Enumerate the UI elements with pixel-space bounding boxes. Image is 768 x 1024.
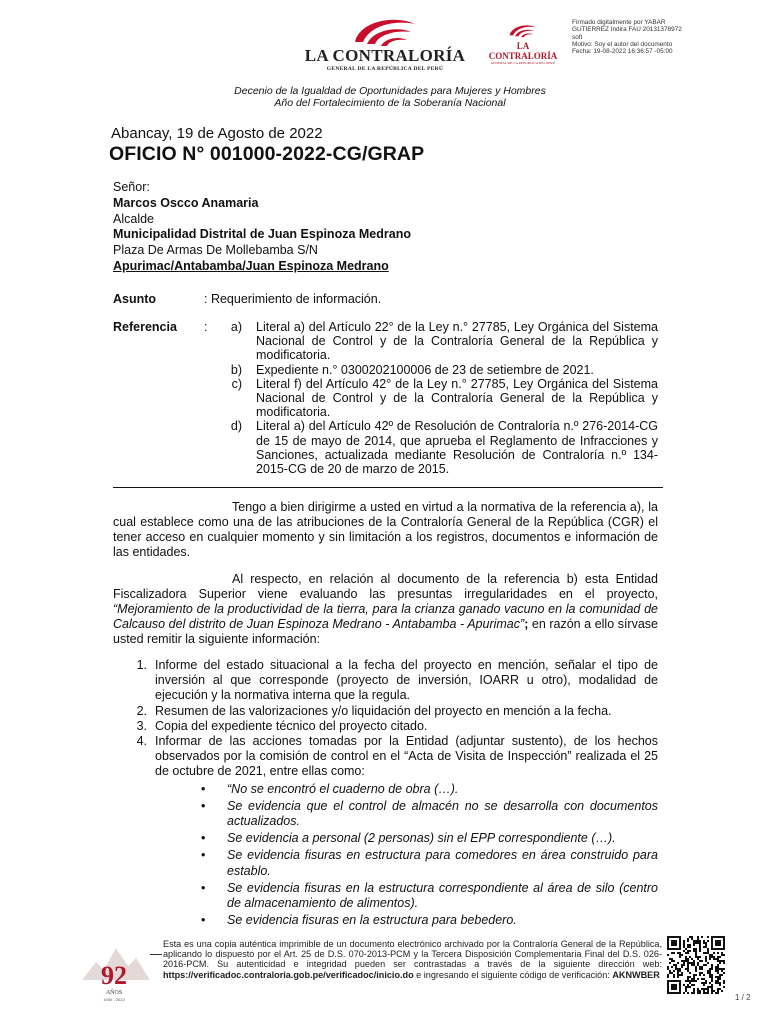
seal-number: 92 <box>101 961 127 990</box>
paragraph-1 <box>113 500 658 560</box>
reference-item <box>212 377 658 420</box>
bullet-icon: • <box>201 831 206 846</box>
reference-text: Literal a) del Artículo 22° de la Ley n.° 27785, Ley Orgánica del Sistema Nacional de Control y de la Contraloría General de la República y modificatoria. <box>256 320 658 363</box>
anniversary-seal-icon <box>80 940 152 1006</box>
asunto-label: Asunto <box>113 292 157 306</box>
reference-mark: d) <box>230 419 242 434</box>
reference-mark: a) <box>230 320 242 334</box>
contraloria-emblem-icon <box>345 12 425 48</box>
salutation: Señor: <box>113 180 150 194</box>
logo-name: LA CONTRALORÍA <box>304 46 466 65</box>
signature-line: Fecha: 19-08-2022 16:36:57 -05:00 <box>572 48 673 56</box>
observation-item <box>201 799 658 829</box>
reference-item <box>212 320 658 363</box>
signature-line: Firmado digitalmente por YABAR <box>572 19 666 26</box>
observations-list <box>201 782 658 929</box>
verification-footer <box>163 939 662 980</box>
decenio-header <box>150 86 630 109</box>
project-name: “Mejoramiento de la productividad de la tierra, para la crianza ganado vacuno en la comunidad de Calcauso del distrito de Juan Espinoza Medrano - Antabamba - Apurimac” <box>113 602 658 631</box>
oficio-number: OFICIO N° 001000-2022-CG/GRAP <box>109 143 425 165</box>
list-item-number: 1. <box>136 658 147 672</box>
asunto-value: : Requerimiento de información. <box>204 292 382 306</box>
place-date: Abancay, 19 de Agosto de 2022 <box>111 125 323 142</box>
reference-text: Expediente n.° 0300202100006 de 23 de setiembre de 2021. <box>256 362 594 377</box>
divider <box>113 487 663 488</box>
list-item <box>113 719 658 734</box>
list-item-text: Resumen de las valorizaciones y/o liquidación del proyecto en mención a la fecha. <box>155 703 612 718</box>
paragraph-1-text: Tengo a bien dirigirme a usted en virtud a la normativa de la referencia a), la cual establece como una de las atribuciones de la Contraloría General de la República (CGR) el tener acceso en cualquier momento y sin limitación a los registros, documentos e información de las entidades. <box>113 500 658 559</box>
signature-line: soft <box>572 33 583 41</box>
footer-text: Esta es una copia auténtica imprimible de un documento electrónico archivado por la Contraloría General de la República, aplicando lo dispuesto por el Art. 25 de D.S. 070-2013-PCM y la Tercera Disposición Complementaria Final del D.S. 026- 2016-PCM. Su autenticidad e integridad pueden ser contrastadas a través de la siguiente dirección web: <box>163 939 662 970</box>
referencia-colon: : <box>204 320 208 334</box>
list-item-number: 4. <box>136 734 147 749</box>
observation-item <box>201 913 658 928</box>
seal-text: AÑOS <box>105 990 123 996</box>
list-item <box>113 658 658 704</box>
recipient-block <box>113 180 411 275</box>
list-item <box>113 704 658 719</box>
decenio-line: Decenio de la Igualdad de Oportunidades para Mujeres y Hombres <box>234 85 546 97</box>
references-list <box>212 320 658 476</box>
observation-text: “No se encontró el cuaderno de obra (…). <box>227 781 459 796</box>
observation-text: Se evidencia fisuras en estructura para comedores en área construido para establo. <box>227 848 658 878</box>
reference-item <box>212 363 658 377</box>
reference-item <box>212 419 658 476</box>
digital-signature <box>572 19 762 55</box>
reference-text: Literal a) del Artículo 42º de Resolución de Contraloría n.º 276-2014-CG de 15 de mayo de 2014, que aprueba el Reglamento de Infracciones y Sanciones, actualizada mediante Resolución de Contraloría n.º 134-2015-CG de 20 de marzo de 2015. <box>256 419 658 477</box>
observation-text: Se evidencia a personal (2 personas) sin el EPP correspondiente (…). <box>227 831 616 846</box>
logo-subtitle: GENERAL DE LA REPÚBLICA DEL PERÚ <box>326 66 444 72</box>
footer-dash <box>150 954 162 955</box>
observation-text: Se evidencia fisuras en la estructura correspondiente al área de silo (centro de almacenamiento de alimentos). <box>227 880 658 911</box>
referencia-label: Referencia <box>113 320 177 334</box>
reference-text: Literal f) del Artículo 42° de la Ley n.° 27785, Ley Orgánica del Sistema Nacional de Control y de la Contraloría General de la República y modificatoria. <box>256 376 658 420</box>
recipient-entity: Municipalidad Distrital de Juan Espinoza Medrano <box>113 227 411 242</box>
small-logo-subtitle: GENERAL DE LA REPÚBLICA DEL PERÚ <box>490 61 556 65</box>
signature-line: Motivo: Soy el autor del documento <box>572 40 673 48</box>
observation-text: Se evidencia fisuras en la estructura para bebedero. <box>227 913 517 928</box>
list-item-text: Informe del estado situacional a la fecha del proyecto en mención, señalar el tipo de inversión al que corresponde (proyecto de inversión, IOARR u otro), modalidad de ejecución y la normativa interna que la regula. <box>155 658 658 703</box>
bullet-icon: • <box>201 798 206 813</box>
observation-text: Se evidencia que el control de almacén no se desarrolla con documentos actualizados. <box>227 798 658 829</box>
footer-text-2: e ingresando el siguiente código de verificación: <box>413 969 613 980</box>
requested-information-list <box>113 658 658 930</box>
recipient-location: Apurimac/Antabamba/Juan Espinoza Medrano <box>113 258 389 273</box>
observation-item <box>201 831 658 846</box>
contraloria-logo <box>300 12 470 72</box>
verification-link[interactable]: https://verificadoc.contraloria.gob.pe/verificadoc/inicio.do <box>163 969 414 980</box>
observation-item <box>201 848 658 878</box>
verification-code: AKNWBER <box>612 969 660 980</box>
list-item-text: Copia del expediente técnico del proyecto citado. <box>155 718 428 733</box>
paragraph-2-semicolon: ; <box>524 617 529 631</box>
paragraph-2 <box>113 572 658 647</box>
observation-item <box>201 881 658 911</box>
observation-item <box>201 782 658 797</box>
reference-mark: b) <box>230 362 242 377</box>
recipient-address: Plaza De Armas De Mollebamba S/N <box>113 243 318 258</box>
list-item-number: 3. <box>136 718 147 733</box>
list-item-text: Informar de las acciones tomadas por la Entidad (adjuntar sustento), de los hechos observados por la comisión de control en el “Acta de Visita de Inspección” realizada el 25 de octubre de 2021, entre ellas como: <box>155 734 658 779</box>
paragraph-2-start: Al respecto, en relación al documento de la referencia b) esta Entidad Fiscalizadora Superior viene evaluando las presuntas irregularidades en el proyecto, <box>113 572 658 601</box>
list-item <box>113 734 658 780</box>
bullet-icon: • <box>201 848 206 863</box>
paragraph-2-end: en razón a ello sírvase usted remitir la siguiente información: <box>113 617 658 646</box>
reference-mark: c) <box>231 376 242 391</box>
list-item-number: 2. <box>136 703 147 718</box>
contraloria-small-logo <box>486 22 560 65</box>
page-indicator: 1 / 2 <box>735 993 751 1002</box>
seal-years: 1930 - 2022 <box>103 997 125 1002</box>
year-name-line: Año del Fortalecimiento de la Soberanía Nacional <box>274 96 506 109</box>
recipient-role: Alcalde <box>113 211 154 226</box>
signature-line: GUTIERREZ Indira FAU 20131378972 <box>572 26 682 34</box>
small-logo-name: LA CONTRALORÍA <box>488 41 558 61</box>
contraloria-small-emblem-icon <box>505 22 541 38</box>
bullet-icon: • <box>201 880 206 895</box>
recipient-name: Marcos Oscco Anamaria <box>113 195 259 210</box>
qr-code-icon <box>667 936 725 994</box>
bullet-icon: • <box>201 781 206 796</box>
bullet-icon: • <box>201 913 206 928</box>
